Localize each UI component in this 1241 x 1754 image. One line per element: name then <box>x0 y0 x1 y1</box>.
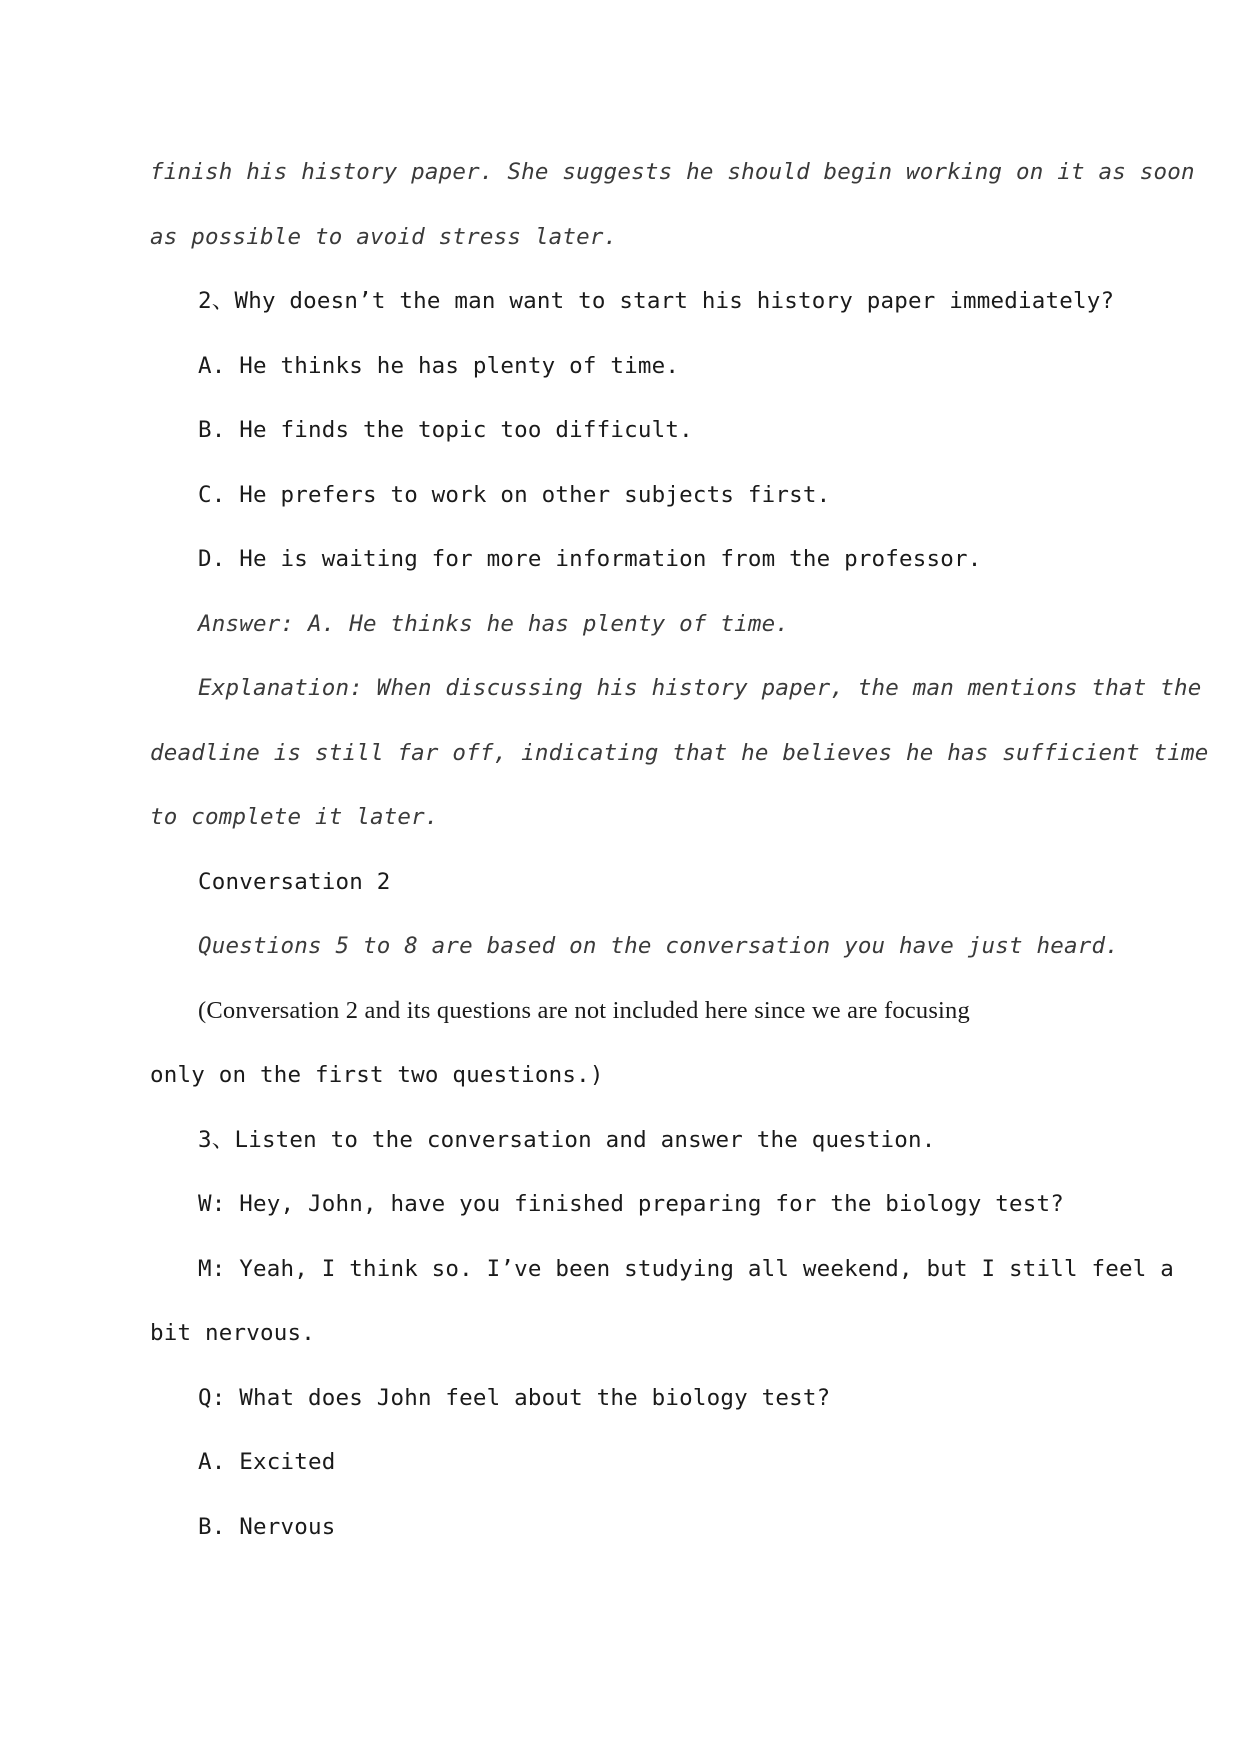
conversation-2-note-line-2: only on the first two questions.) <box>150 1062 604 1088</box>
question-3-option-b: B. Nervous <box>198 1513 336 1540</box>
conversation-2-instructions: Questions 5 to 8 are based on the conversation you have just heard. <box>198 933 1119 959</box>
question-2-option-b: B. He finds the topic too difficult. <box>198 417 693 443</box>
dialogue-man-line-1: M: Yeah, I think so. I’ve been studying all weekend, but I still feel a <box>198 1255 1174 1282</box>
question-2-option-d: D. He is waiting for more information from the professor. <box>198 546 982 572</box>
section-heading-conversation-2: Conversation 2 <box>198 868 391 895</box>
conversation-2-note-line-1: (Conversation 2 and its questions are not included here since we are focusing <box>198 996 970 1024</box>
dialogue-man-line-2: bit nervous. <box>150 1320 315 1346</box>
question-2-explanation-line-2: deadline is still far off, indicating that he believes he has sufficient time <box>150 739 1209 766</box>
question-2-explanation-line-3: to complete it later. <box>150 804 439 830</box>
document-page <box>150 140 1209 1559</box>
question-2-option-c: C. He prefers to work on other subjects first. <box>198 481 831 508</box>
question-2-answer: Answer: A. He thinks he has plenty of time. <box>198 610 790 637</box>
explanation-1-continuation-line-2: as possible to avoid stress later. <box>150 223 618 250</box>
dialogue-woman-line: W: Hey, John, have you finished preparing for the biology test? <box>198 1191 1065 1217</box>
question-2-stem: 2、Why doesn’t the man want to start his history paper immediately? <box>198 288 1115 314</box>
question-2-option-a: A. He thinks he has plenty of time. <box>198 352 680 379</box>
question-3-stem: 3、Listen to the conversation and answer the question. <box>198 1126 936 1153</box>
question-3-option-a: A. Excited <box>198 1449 336 1475</box>
question-2-explanation-line-1: Explanation: When discussing his history paper, the man mentions that the <box>198 675 1202 701</box>
question-3-query: Q: What does John feel about the biology test? <box>198 1384 831 1411</box>
explanation-1-continuation-line-1: finish his history paper. She suggests he should begin working on it as soon <box>150 159 1195 185</box>
